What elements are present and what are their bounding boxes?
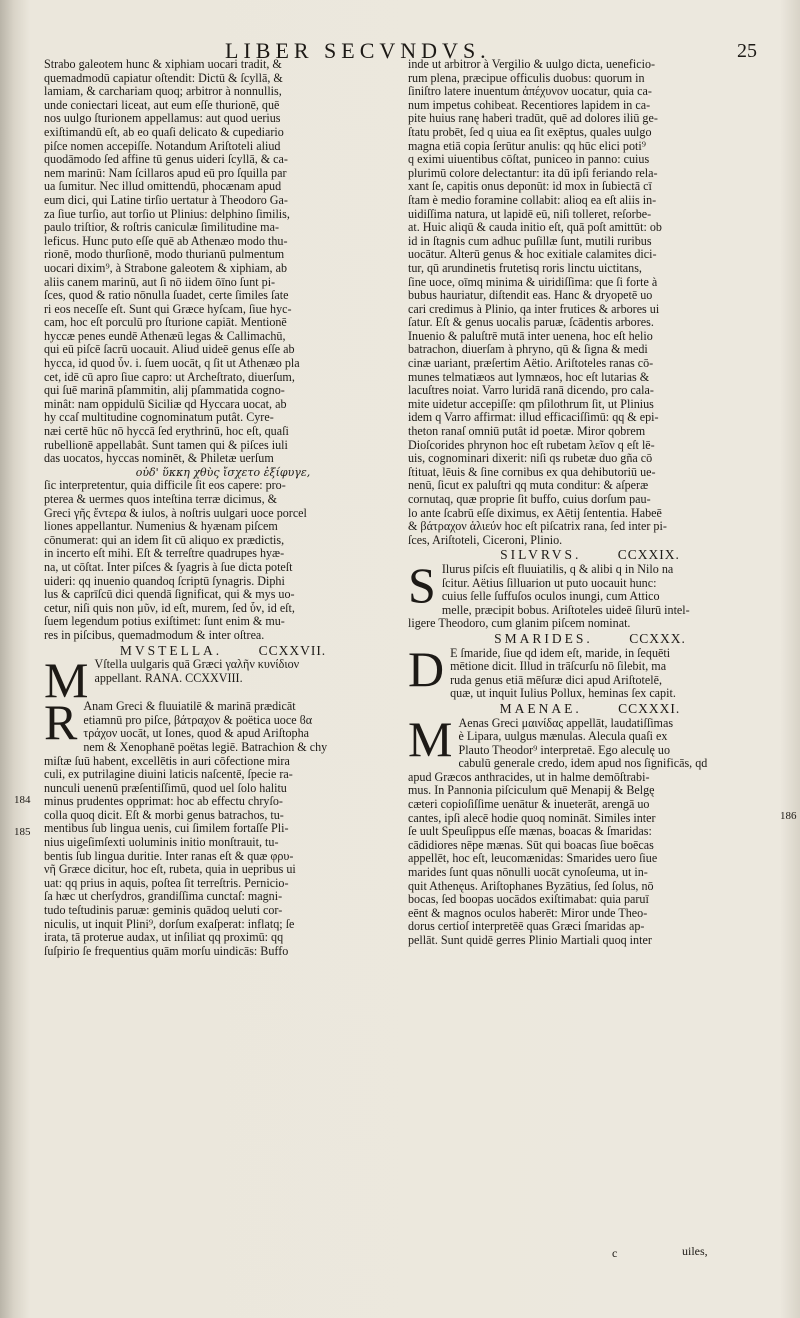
maenae-entry [408,710,772,948]
smarides-text [408,640,772,701]
text-line: rubellionē appellabât. Sunt tamen qui & piſces iuli [44,438,288,452]
text-line: nenū, ſicut ex paluſtri qq muta conditur: & aſperæ [408,479,649,493]
rana-entry [44,694,402,958]
text-line: ſiniſtro latere inuentum ἀπέχυνον uocatur, quia ca- [408,85,652,99]
text-line: nunculi uenenū præſentiſſimū, quod uel ſolo halitu [44,781,287,795]
text-line: Strabo galeotem hunc & xiphiam uocari tradit, & [44,58,282,71]
section-title: MVSTELLA. [119,642,223,658]
text-line: inde ut arbitror à Vergilio & uulgo dicta, ueneficio- [408,58,656,71]
text-line: rionē, modo thurſionē, modo thurianū pulmentum [44,248,285,262]
text-line: mētione dicit. Illud in trāſcurſu nō ſilebit, ma [450,660,667,674]
text-line: in incerto eſt mihi. Eſt & terreſtre quadrupes hyæ- [44,547,285,561]
text-line: pite huius ranę haberi tradūt, quē ad dolores iliū ge- [408,112,658,126]
text-line: eum dici, qui Latine tirſio uertatur à Theodoro Ga- [44,193,288,207]
text-line: Aenas Greci μαινίδας appellāt, laudatiſſimas [458,716,674,730]
silurus-text [408,556,772,631]
text-line: at. Huic aliqū & cauda initio eſt, quā poſt amittūt: ob [408,221,662,235]
text-line: lacuſtres noiat. Varro luridā ranā dicendo, pro cala- [408,384,654,398]
text-line: res in piſcibus, quemadmodum & inter oſtrea. [44,628,265,642]
text-line: marides ſunt quas nōnulli uocāt cynoſeuma, ut in- [408,866,648,880]
mustella-text [44,658,402,685]
text-line: miſtæ ſuū habent, excellētis in auri cōfectione mira [44,754,290,768]
text-line: apud Græcos anthracides, ut in halme demōſtrabi- [408,770,650,784]
text-line: das uocatos, hyccas nominēt, & Philetæ uerſum [44,452,274,466]
text-line: nos uulgo ſturionem appellamus: aut quod uerius [44,112,281,126]
section-title: SILVRVS. [500,547,582,563]
text-line: bocas, ſed boopas uocādos exiſtimabat: quia paruī [408,893,649,907]
text-line: cōnumerat: qui an idem ſit cū aliquo ex prædictis, [44,533,285,547]
section-heading-smarides [408,632,772,646]
page-number: 25 [737,40,757,62]
section-title: SMARIDES. [494,630,593,646]
text-line: na, ut cōſtat. Inter piſces & ſyagris à ſue dicta poteſt [44,560,293,574]
signature-mark: c [612,1246,618,1260]
text-line: za ſiue turſio, aut torſio ut Plinius: delphino ſimilis, [44,207,290,221]
text-line: minât: nam oppidulū Siciliæ qd Hyccara uocat, ab [44,397,287,411]
text-line: id in ſtagnis cum adhuc puſillæ ſunt, mutili ruribus [408,234,652,248]
text-line: Plauto Theodor⁹ interpretaē. Ego aleculę uo [458,743,670,757]
margin-note: 185 [14,826,31,838]
catchword: uiles, [682,1244,708,1258]
text-line: Dioſcorides phrynon hoc eſt rubetam λεῖον q eſt lē- [408,438,655,452]
text-line: hyccæ penes eundē Athenæū legas & Callimachū, [44,329,286,343]
text-line: E ſmaride, ſiue qd idem eſt, maride, in ſequēti [450,646,671,660]
text-line: Ilurus piſcis eſt fluuiatilis, q & alibi q in Nilo na [441,562,674,576]
section-number: CCXXXI. [618,700,681,716]
margin-note: 186 [780,810,797,822]
text-line: è Lipara, uulgus mænulas. Alecula quaſi ex [458,730,668,744]
left-paragraph-1 [44,58,402,466]
text-line: ſces, quod & ratio nōnulla ſuadet, certe ſimiles ſate [44,289,289,303]
running-head-title: LIBER SECVNDVS. [225,38,491,63]
text-line: cam, hoc eſt porculū pro ſturione capiāt. Mentionē [44,316,287,330]
text-line: paulo triſtior, & roſtris caniculæ ſimilitudine ma- [44,221,279,235]
text-line: leficus. Hunc puto eſſe quē ab Athenæo modo thu- [44,234,288,248]
margin-note: 184 [14,794,31,806]
text-line: culi, ex putrilagine diuini laticis naſcentē, ſpecie ra- [44,768,293,782]
right-paragraph-1 [408,58,772,547]
text-line: eēnt & magnos oculos haberēt: Miror unde Theo- [408,906,648,920]
text-line: liones appellantur. Numenius & hyænam piſcem [44,520,278,534]
section-number: CCXXVII. [258,642,327,658]
text-line: ſtatu probēt, ſed q uiua ea ſit exēptus, quales uulgo [408,125,652,139]
drop-cap-r: R [44,694,78,751]
text-line: idem q Varro affirmat: illud efficaciſſimū: qq & epi- [408,411,659,425]
text-line: lo ante ſcabrū eſſe diximus, ex Aētij ſententia. Habeē [408,506,662,520]
text-line: cæteri copioſiſſime uenātur & inueterāt, arengā uo [408,798,650,812]
text-line: τράχον uocāt, ut Iones, quod & apud Ariſtopha [83,727,309,741]
text-line: mentibus ſub lingua uenis, cui ſimilem fortaſſe Pli- [44,822,289,836]
text-line: bubus hauriatur, diſtendit eas. Hanc & dryopetē uo [408,289,653,303]
rana-text [44,694,402,958]
text-line: ſic interpretentur, quia difficile ſit eos capere: pro- [44,479,286,493]
text-line: ſuſpirio ſe frequentius quām morſu uindicās: Buffo [44,944,289,958]
text-line: nem marinū: Nam ſcillaros apud eū pro ſquilla par [44,166,287,180]
section-heading-silurus [408,548,772,562]
text-line: Anam Greci & fluuiatilē & marinā prædicāt [83,700,296,714]
maenae-text [408,710,772,948]
text-line: lamiam, & carchariam quoq; arbitror à nonnullis, [44,85,282,99]
text-line: munes telmatiæos aut lymnæos, hoc eſt lutarias & [408,370,650,384]
text-line: cari credimus à Plinio, qa inter frutices & arbores ui [408,302,660,316]
text-line: cabulū generale credo, idem apud nos ſignificās, qd [458,757,708,771]
text-line: cantes, ipſi alecē hodie quoq nomināt. Similes inter [408,811,656,825]
text-line: ſa hæc ut cherſydros, grandiſſima cunctaſ: magni- [44,890,283,904]
text-line: rum plena, præcipue officulis duobus: quorum in [408,71,645,85]
text-line: uocari dixim⁹, à Strabone galeotem & xiphiam, ab [44,261,288,275]
text-line: quodāmodo ſed affine tū genus uideri ſcyllā, & ca- [44,153,288,167]
text-line: lus & caprīſcū dici quendā ſignificat, qui & mys uo- [44,588,295,602]
text-line: melle, præcipit bobus. Ariſtoteles uideē ſilurū intel- [441,603,690,617]
text-line: batrachon, diuerſam à phryno, qū & ſigna & medi [408,343,648,357]
text-line: cet, idē cū apro ſiue capro: ut Archeſtrato, diuerſum, [44,370,295,384]
section-number: CCXXX. [629,630,686,646]
text-line: ligere Theodoro, cum glanim piſcem nominat. [408,617,631,631]
text-line: nem & Xenophanē poëtas legiē. Batrachion & chy [83,740,328,754]
section-title: MAENAE. [499,700,582,716]
text-line: unde coniectari liceat, aut eum eſſe thurionē, quē [44,98,280,112]
text-line: dorus certioſ interpretēē quas Græci ſmaridas ap- [408,920,645,934]
text-line: cetur, niſi quis non μῦν, id eſt, murem, ſed ὗν, id eſt, [44,601,295,615]
text-line: ſces, Ariſtoteli, Ciceroni, Plinio. [408,533,563,547]
text-line: minus prudentes opprimat: hoc ab effectu chryſo- [44,795,283,809]
text-line: quit Athenęus. Ariſtophanes Byzātius, ſed ſolus, nō [408,879,654,893]
text-line: næi certē hūc nō hyccā ſed erythrinū, hoc eſt, quaſi [44,425,289,439]
text-line: plurimū colore delectantur: ita dū ipſi feriando rela- [408,166,658,180]
text-line: & βάτραχον ἁλιεύν hoc eſt piſcatrix rana, ſed inter pi- [408,520,667,534]
text-line: Inuenio & paluſtrē mutā inter uenena, hoc eſt helio [408,329,653,343]
text-line: piſce nomen accepiſſe. Notandum Ariſtoteli aliud [44,139,281,153]
text-line: cuius ſelle ſuffuſos oculos inungi, cum Attico [441,590,660,604]
drop-cap-d: D [408,640,445,697]
text-line: ſcitur. Aëtius ſilluarion ut puto uocauit hunc: [441,576,657,590]
text-line: cinæ uariant, præſertim Aëtio. Ariſtoteles ranas cō- [408,357,654,371]
text-line: cādidiores nēpe mænas. Sūt qui boacas ſiue boēcas [408,838,654,852]
text-line: tudo teſtudinis paruæ: geminis quādoq ueluti cor- [44,904,283,918]
text-line: uat: qq prius in aquis, poſtea ſit terreſtris. Pernicio- [44,876,289,890]
text-line: xant ſe, capitis onus deponūt: id mox in ſubiectā cī [408,180,652,194]
text-line: tur, qū arundinetis frutetisq roris linctu uictitans, [408,261,642,275]
text-line: qui eū piſcē ſacrū uocauit. Aliud uideē genus eſſe ab [44,343,295,357]
text-line: Greci γῆς ἔντερα & iulos, à noſtris uulgari uoce porcel [44,506,307,520]
text-line: pterea & uermes quos inteſtina terræ dicimus, & [44,493,278,506]
text-line: magna etiā copia ſerūtur anulis: qq hūc elici poti⁹ [408,139,646,153]
smarides-entry [408,640,772,701]
text-line: uideri: qq inuenio quandoq ſcriptū ſynagris. Diphi [44,574,285,588]
text-line: colla quoq dicit. Eſt & morbi genus batrachos, tu- [44,808,284,822]
text-line: pellāt. Sunt quidē gerres Plinio Martiali quoq inter [408,934,652,947]
text-line: mus. In Pannonia piſciculum quē Menapij & Belgę [408,784,655,798]
text-line: appellēt, hoc eſt, leucomænidas: Smarides uero ſiue [408,852,658,866]
text-line: quæ, ut inquit Iulius Pollux, heminas ſex capit. [450,687,676,701]
text-line: qui ſuē marinā pſammitin, alij pſammatida cogno- [44,384,285,398]
text-line: etiamnū pro piſce, βάτραχον & poëtica uoce ϐα [83,713,313,727]
text-line: ua ſumitur. Nec illud omittendū, phocænam apud [44,180,282,194]
text-line: ſe uult Speuſippus eſſe mænas, boacas & ſmaridas: [408,825,652,839]
text-line: cornutaq, quæ proprie ſit buffo, cuius dorſum pau- [408,493,651,506]
text-line: aliis canem marinū, aut ſi nō iidem ōīno ſunt pi- [44,275,276,289]
section-heading-mustella [44,644,402,658]
drop-cap-m: M [44,652,89,709]
text-line: niculis, ut inquit Plini⁹, dorſum exaſperat: inflatq; ſe [44,917,295,931]
text-line: uocātur. Alterū genus & hoc exitiale calamites dici- [408,248,657,262]
text-line: theton ranaſ omniū putât id poetæ. Miror qobrem [408,425,646,439]
text-line: ſtituat, lēuis & ſine cornibus ex qua dehibutoriū ue- [408,465,656,479]
text-line: ſatur. Eſt & genus uocalis paruæ, ſcādentis arbores. [408,316,654,330]
section-heading-maenae [408,702,772,716]
text-line: q eximi uiuentibus cōſtat, puniceo in panno: cuius [408,153,650,167]
text-line: nius uigeſimſexti uoluminis initio monſtrauit, tu- [44,836,279,850]
drop-cap-m: M [408,710,453,767]
left-column [44,58,402,958]
text-line: ruda genus etiā mēſuræ dici apud Ariſtotelē, [450,673,663,687]
text-line: ſtam è medio foramine collabit: alioq ea eſt aliis in- [408,193,657,207]
text-line: ſuem legendum potius exiſtimet: ſunt enim & mu- [44,615,285,629]
text-line: ſine uoce, oīmq minima & uiridiſſima: que ſi forte à [408,275,658,289]
text-line: Vſtella uulgaris quā Græci γαλῆν κυνίδιον [94,658,300,672]
left-paragraph-2 [44,479,402,642]
text-line: bentis ſub lingua duritie. Inter ranas eſt & quæ φρυ- [44,849,294,863]
greek-verse: οὐδ' ὕκκη χθὺς ἴσχετο ἐξίφυγε, [135,465,311,479]
section-number: CCXXIX. [617,547,680,563]
silurus-entry [408,556,772,631]
text-line: exiſtimandū eſt, ab eo quaſi delicato & cupediario [44,125,284,139]
text-line: quemadmodū capiatur oſtendit: Dictū & ſcyllā, & [44,71,283,85]
text-line: uidiſſima natura, ut lapidē eū, niſi tolleret, reſorbe- [408,207,652,221]
text-line: νῆ Græce dicitur, hoc eſt, rubeta, quia in uepribus ui [44,863,296,877]
text-line: uis, cognominari dixerit: niſi qs rubetæ duo gña cō [408,452,653,466]
text-line: appellant. RANA. CCXXVIII. [94,671,243,685]
right-column [408,58,772,948]
text-line: num impetus cohibeat. Recentiores lapidem in ca- [408,98,651,112]
text-line: irata, tā proterue audax, ut inſiliat qq proximū: qq [44,931,284,945]
drop-cap-s: S [408,556,436,613]
text-line: hycca, id quod ὗν. i. ſuem uocāt, q ſit ut Athenæo pla [44,357,300,371]
text-line: hy ccaſ multitudine cognominatum putât. Cyre- [44,411,274,425]
text-line: mite uidetur accepiſſe: qm pſilothrum ſit, ut Plinius [408,397,654,411]
text-line: ri eos neceſſe eſt. Sunt qui Græce hyſcam, ſiue hyc- [44,302,292,316]
